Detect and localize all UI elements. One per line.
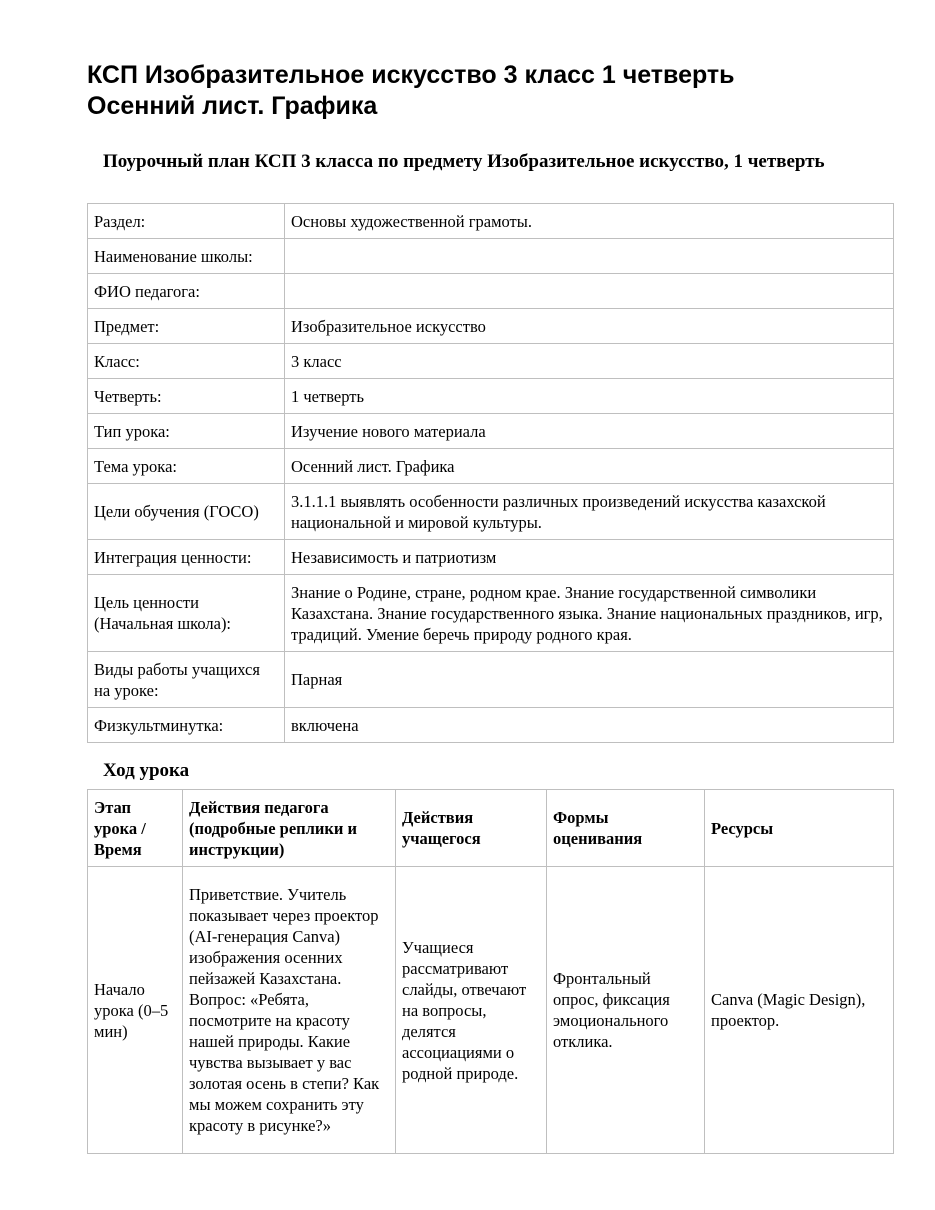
info-label: Четверть: [88,379,285,414]
info-row-quarter [88,379,894,414]
info-label: Наименование школы: [88,239,285,274]
info-label: Тип урока: [88,414,285,449]
title-line-1: КСП Изобразительное искусство 3 класс 1 четверть [87,61,735,89]
title-line-2: Осенний лист. Графика [87,92,378,120]
info-value: Парная [285,652,894,708]
info-label: Цель ценности (Начальная школа): [88,575,285,652]
document-title [87,60,867,122]
info-row-teacher [88,274,894,309]
column-header-stage: Этап урока / Время [88,790,183,867]
info-row-class [88,344,894,379]
info-value [285,274,894,309]
info-label: Предмет: [88,309,285,344]
cell-teacher-actions: Приветствие. Учитель показывает через проектор (AI-генерация Canva) изображения осенних пейзажей Казахстана. Вопрос: «Ребята, посмотрите на красоту нашей природы. Какие чувства вызывает у вас золотая осень в степи? Как мы можем сохранить эту красоту в рисунке?» [183,867,396,1154]
info-label: Цели обучения (ГОСО) [88,484,285,540]
info-label: Физкультминутка: [88,708,285,743]
info-value: Изобразительное искусство [285,309,894,344]
info-row-school [88,239,894,274]
info-value: Знание о Родине, стране, родном крае. Знание государственной символики Казахстана. Знание государственного языка. Знание национальных праздников, игр, традиций. Умение беречь природу родного края. [285,575,894,652]
info-row-lesson-type [88,414,894,449]
info-row-physical-break [88,708,894,743]
cell-resources: Canva (Magic Design), проектор. [705,867,894,1154]
info-label: ФИО педагога: [88,274,285,309]
info-value: 3.1.1.1 выявлять особенности различных произведений искусства казахской национальной и мировой культуры. [285,484,894,540]
info-label: Интеграция ценности: [88,540,285,575]
info-label: Виды работы учащихся на уроке: [88,652,285,708]
info-row-subject [88,309,894,344]
info-value: 3 класс [285,344,894,379]
info-value: Основы художественной грамоты. [285,204,894,239]
info-label: Раздел: [88,204,285,239]
lesson-flow-header-row [88,790,894,867]
info-row-work-types [88,652,894,708]
info-row-section [88,204,894,239]
column-header-assessment: Формы оценивания [547,790,705,867]
info-value: включена [285,708,894,743]
cell-assessment: Фронтальный опрос, фиксация эмоционального отклика. [547,867,705,1154]
info-value [285,239,894,274]
cell-stage: Начало урока (0–5 мин) [88,867,183,1154]
cell-student-actions: Учащиеся рассматривают слайды, отвечают на вопросы, делятся ассоциациями о родной природе. [396,867,547,1154]
table-row [88,867,894,1154]
info-row-value-integration [88,540,894,575]
info-row-topic [88,449,894,484]
info-row-learning-goals [88,484,894,540]
lesson-flow-heading: Ход урока [103,760,190,781]
plan-heading: Поурочный план КСП 3 класса по предмету Изобразительное искусство, 1 четверть [103,151,825,172]
info-label: Класс: [88,344,285,379]
info-row-value-goal [88,575,894,652]
info-value: Изучение нового материала [285,414,894,449]
column-header-student: Действия учащегося [396,790,547,867]
column-header-resources: Ресурсы [705,790,894,867]
column-header-teacher: Действия педагога (подробные реплики и инструкции) [183,790,396,867]
info-value: Осенний лист. Графика [285,449,894,484]
lesson-info-table [87,203,894,743]
info-label: Тема урока: [88,449,285,484]
lesson-flow-table [87,789,894,1154]
info-value: 1 четверть [285,379,894,414]
info-value: Независимость и патриотизм [285,540,894,575]
